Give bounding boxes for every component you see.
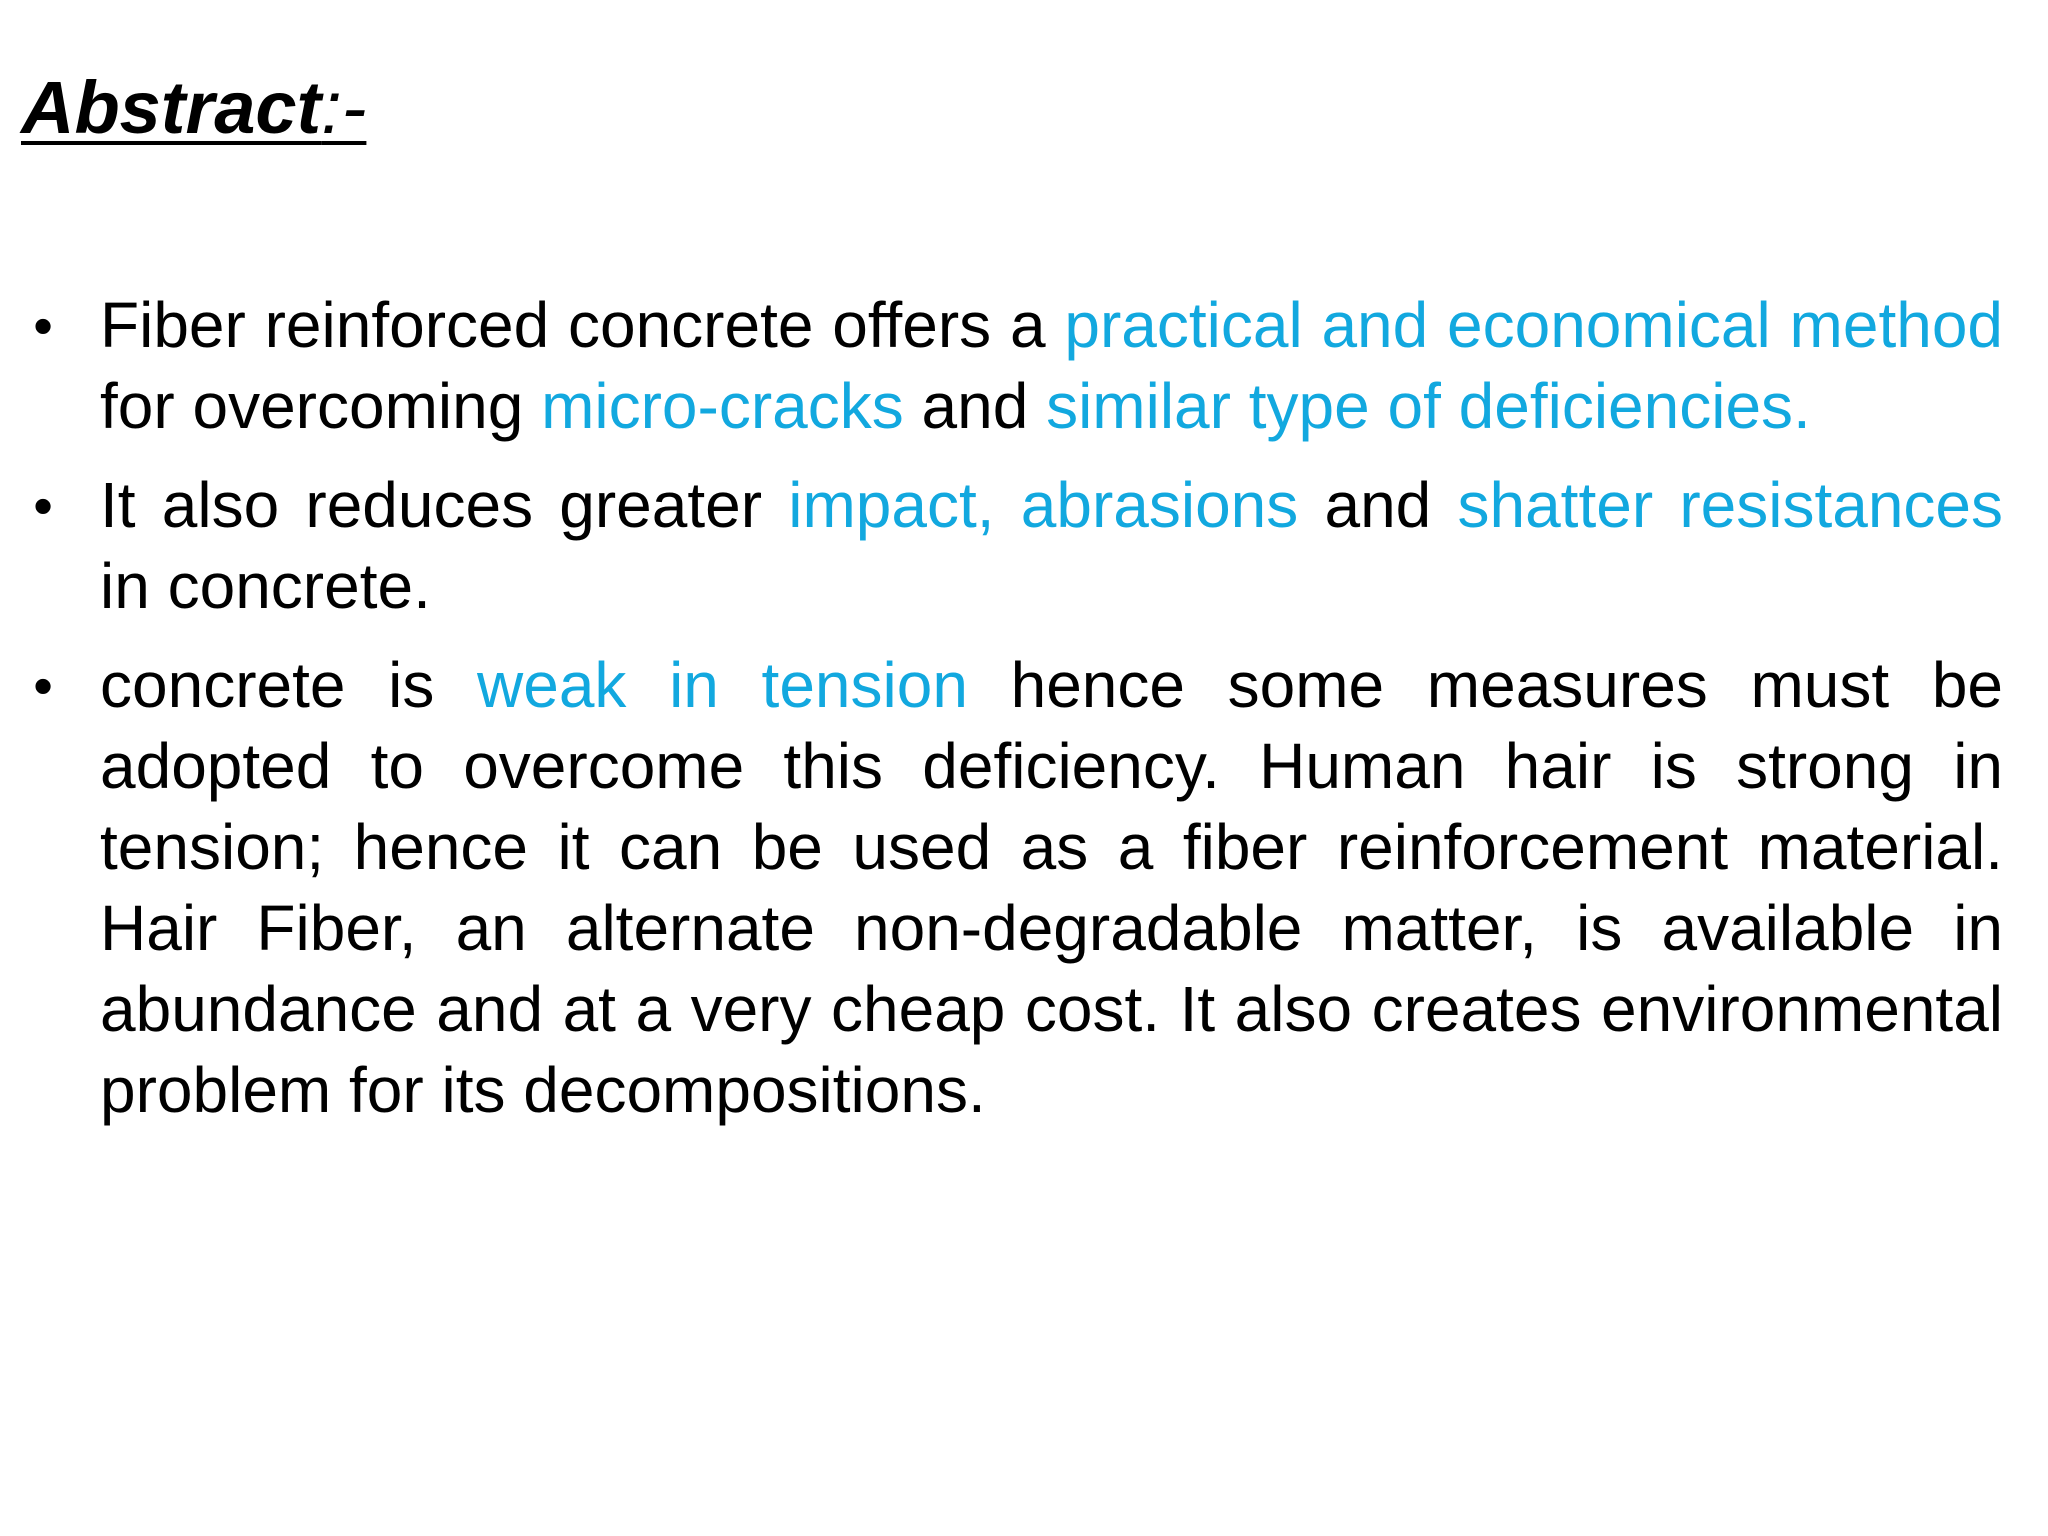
highlight-text: practical and economical method [1064, 289, 2004, 361]
bullet-text-segment: for overcoming [100, 370, 542, 442]
bullet-text-segment: in concrete. [100, 550, 431, 622]
bullet-item-fiber-offers [33, 285, 2004, 447]
bullet-icon: • [33, 294, 53, 357]
bullet-icon: • [33, 654, 53, 717]
highlight-text: weak in tension [477, 649, 968, 721]
bullet-icon: • [33, 474, 53, 537]
bullet-text-segment: Fiber reinforced concrete offers a [100, 289, 1065, 361]
highlight-text: shatter resistances [1457, 469, 2004, 541]
heading-suffix: :- [321, 66, 367, 149]
bullet-text-segment: hence some measures must be adopted to overcome this deficiency. Human hair is strong in tension; hence it can be used as a fiber reinforcement material. Hair Fiber, an alternate non-degradable matter, is available in abundance and at a very cheap cost. It also creates environmental problem for its decompositions. [100, 649, 2004, 1126]
bullet-list [0, 285, 2048, 1149]
highlight-text: micro-cracks [541, 370, 904, 442]
bullet-item-weak-in-tension [33, 645, 2004, 1131]
bullet-text-segment: and [903, 370, 1047, 442]
heading-main: Abstract [21, 66, 322, 149]
bullet-text-segment: and [1298, 469, 1458, 541]
bullet-text-segment: It also reduces greater [100, 469, 789, 541]
abstract-heading [21, 62, 366, 154]
bullet-text-segment: concrete is [100, 649, 478, 721]
bullet-item-reduces-impact [33, 465, 2004, 627]
highlight-text: similar type of deficiencies. [1046, 370, 1811, 442]
highlight-text: impact, abrasions [788, 469, 1299, 541]
